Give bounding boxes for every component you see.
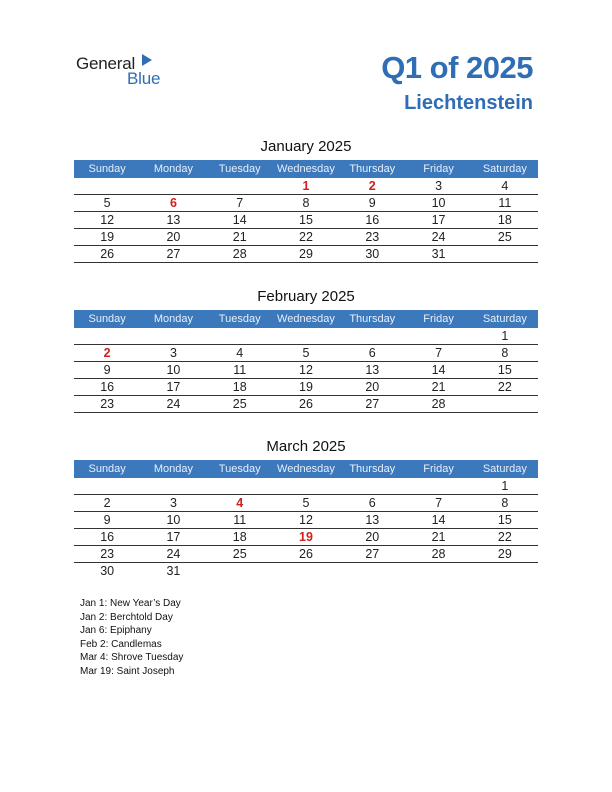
day-cell [207,495,273,512]
day-number: 16 [100,530,115,544]
day-number: 24 [166,397,181,411]
day-number: 31 [431,247,446,261]
day-number: 26 [299,397,313,411]
weekday-header: Monday [140,460,206,478]
day-cell [339,246,405,263]
day-cell [273,178,339,195]
day-cell [74,178,140,195]
day-number: 23 [365,230,380,244]
day-cell [339,212,405,229]
day-number: 12 [100,213,115,227]
day-cell [207,563,273,580]
day-cell [339,512,405,529]
weekday-header: Thursday [339,310,405,328]
day-number: 21 [431,380,446,394]
weekday-header: Monday [140,310,206,328]
day-number: 6 [368,496,376,510]
week-row [74,396,538,413]
day-number: 5 [302,496,310,510]
day-number: 5 [103,196,111,210]
day-cell [74,246,140,263]
day-cell [339,379,405,396]
day-number: 25 [232,547,247,561]
weekday-header: Wednesday [273,460,339,478]
day-number: 28 [431,547,446,561]
day-number: 22 [497,380,512,394]
day-number: 14 [431,513,446,527]
week-row [74,478,538,495]
day-cell [405,246,471,263]
day-cell [405,178,471,195]
logo-general-text: General [76,54,136,73]
day-cell [140,478,206,495]
day-cell [74,512,140,529]
day-number: 3 [435,179,443,193]
day-number: 11 [233,363,247,377]
weekday-header: Sunday [74,160,140,178]
day-cell [74,229,140,246]
day-number: 25 [232,397,247,411]
day-number: 29 [497,547,512,561]
month-january [74,137,538,263]
day-cell [207,512,273,529]
day-number: 5 [302,346,310,360]
week-row [74,178,538,195]
holiday-note: Mar 4: Shrove Tuesday [80,652,184,664]
day-number: 3 [169,496,177,510]
day-cell [207,396,273,413]
day-cell [207,328,273,345]
day-number: 16 [100,380,115,394]
weekday-header: Friday [405,310,471,328]
day-cell [74,345,140,362]
day-cell [472,328,538,345]
day-cell [74,563,140,580]
day-number: 30 [365,247,380,261]
week-row [74,563,538,580]
weekday-header: Tuesday [207,160,273,178]
day-number: 8 [501,496,509,510]
country-name: Liechtenstein [404,92,533,114]
day-number: 22 [299,230,313,244]
holiday-day-number: 6 [169,196,177,210]
day-number: 29 [299,247,313,261]
week-row [74,212,538,229]
day-cell [405,212,471,229]
day-cell [273,563,339,580]
day-cell [273,379,339,396]
day-number: 12 [299,513,313,527]
day-cell [140,563,206,580]
day-cell [207,246,273,263]
day-cell [405,512,471,529]
day-cell [339,345,405,362]
day-cell [207,362,273,379]
day-number: 19 [100,230,115,244]
day-cell [273,212,339,229]
day-cell [339,563,405,580]
day-cell [140,529,206,546]
week-row [74,246,538,263]
day-number: 27 [365,397,380,411]
general-blue-logo [76,52,176,88]
holiday-note: Jan 1: New Year’s Day [80,598,181,609]
day-cell [472,212,538,229]
day-cell [273,246,339,263]
holiday-day-number: 19 [299,530,313,544]
weekday-header: Saturday [472,310,538,328]
day-number: 7 [435,496,443,510]
day-cell [472,345,538,362]
day-cell [273,195,339,212]
day-cell [207,529,273,546]
day-cell [74,362,140,379]
week-row [74,229,538,246]
day-number: 8 [302,196,310,210]
day-cell [74,495,140,512]
day-number: 14 [232,213,247,227]
day-number: 4 [236,346,244,360]
day-number: 14 [431,363,446,377]
day-cell [405,345,471,362]
day-cell [273,478,339,495]
holiday-note: Mar 19: Saint Joseph [80,665,175,677]
day-number: 26 [100,247,115,261]
day-cell [339,178,405,195]
day-number: 13 [166,213,181,227]
day-cell [140,212,206,229]
day-cell [405,229,471,246]
day-cell [472,529,538,546]
week-row [74,495,538,512]
day-number: 16 [365,213,380,227]
day-cell [472,396,538,413]
day-cell [140,178,206,195]
day-number: 8 [501,346,509,360]
month-title: January 2025 [260,138,352,155]
day-cell [339,529,405,546]
day-cell [472,178,538,195]
day-number: 24 [431,230,446,244]
day-number: 17 [166,530,181,544]
calendar-grid [74,160,538,263]
day-number: 15 [497,363,512,377]
day-cell [472,563,538,580]
week-row [74,512,538,529]
day-number: 18 [497,213,512,227]
day-number: 2 [103,496,111,510]
day-cell [207,546,273,563]
weekday-header: Tuesday [207,460,273,478]
day-number: 15 [497,513,512,527]
weekday-header: Wednesday [273,160,339,178]
day-number: 19 [299,380,313,394]
day-number: 15 [299,213,313,227]
logo-blue-text: Blue [127,69,161,88]
day-cell [207,212,273,229]
week-row [74,529,538,546]
day-cell [472,246,538,263]
day-cell [339,495,405,512]
day-number: 24 [166,547,181,561]
day-cell [140,195,206,212]
calendar-grid [74,460,538,579]
day-number: 4 [501,179,509,193]
day-cell [74,379,140,396]
day-cell [405,478,471,495]
day-number: 9 [368,196,376,210]
weekday-header: Sunday [74,460,140,478]
day-cell [207,195,273,212]
day-number: 28 [232,247,247,261]
day-cell [140,396,206,413]
weekday-header: Monday [140,160,206,178]
day-number: 18 [232,530,247,544]
day-number: 20 [365,380,380,394]
day-cell [472,478,538,495]
day-number: 26 [299,547,313,561]
week-row [74,345,538,362]
day-number: 23 [100,547,115,561]
day-cell [273,512,339,529]
day-cell [405,546,471,563]
day-number: 11 [233,513,247,527]
weekday-header: Tuesday [207,310,273,328]
day-number: 22 [497,530,512,544]
day-cell [405,495,471,512]
day-cell [472,379,538,396]
day-cell [472,195,538,212]
day-cell [273,546,339,563]
day-number: 10 [431,196,446,210]
day-number: 18 [232,380,247,394]
week-row [74,328,538,345]
holiday-day-number: 2 [103,346,111,360]
weekday-header: Thursday [339,460,405,478]
weekday-header: Wednesday [273,310,339,328]
day-cell [472,362,538,379]
day-cell [405,328,471,345]
day-number: 3 [169,346,177,360]
day-cell [405,195,471,212]
day-number: 17 [166,380,181,394]
day-number: 10 [166,513,181,527]
day-cell [405,379,471,396]
day-cell [74,396,140,413]
day-cell [74,478,140,495]
day-number: 20 [365,530,380,544]
day-number: 23 [100,397,115,411]
week-row [74,379,538,396]
month-march [74,437,538,579]
weekday-header: Thursday [339,160,405,178]
day-number: 27 [166,247,181,261]
day-cell [207,379,273,396]
day-number: 21 [431,530,446,544]
day-cell [74,195,140,212]
day-number: 6 [368,346,376,360]
day-number: 9 [103,513,111,527]
month-title: March 2025 [266,438,346,455]
day-cell [140,328,206,345]
day-cell [273,396,339,413]
holiday-note: Jan 2: Berchtold Day [80,611,173,623]
day-number: 11 [498,196,512,210]
weekday-header: Friday [405,160,471,178]
day-number: 1 [501,329,509,343]
day-cell [472,512,538,529]
day-number: 31 [166,564,181,578]
day-cell [405,563,471,580]
calendar-grid [74,310,538,413]
weekday-header: Saturday [472,160,538,178]
day-cell [207,229,273,246]
page-title: Q1 of 2025 [381,50,533,85]
day-cell [273,362,339,379]
day-number: 13 [365,363,380,377]
day-cell [140,229,206,246]
day-cell [339,195,405,212]
day-number: 9 [103,363,111,377]
day-number: 20 [166,230,181,244]
week-row [74,546,538,563]
day-cell [74,212,140,229]
day-number: 13 [365,513,380,527]
day-number: 30 [100,564,115,578]
day-cell [74,529,140,546]
holiday-day-number: 1 [302,179,310,193]
day-cell [472,229,538,246]
day-cell [472,546,538,563]
day-cell [74,546,140,563]
holiday-list [80,597,183,679]
weekday-header: Friday [405,460,471,478]
day-number: 28 [431,397,446,411]
day-cell [140,379,206,396]
day-cell [339,229,405,246]
day-number: 17 [431,213,446,227]
day-cell [472,495,538,512]
day-cell [339,546,405,563]
day-cell [140,246,206,263]
day-cell [140,362,206,379]
day-cell [207,178,273,195]
day-cell [339,478,405,495]
weekday-header: Saturday [472,460,538,478]
logo-triangle-icon [142,54,152,66]
day-cell [273,328,339,345]
month-february [74,287,538,413]
day-number: 21 [232,230,247,244]
day-cell [273,495,339,512]
holiday-day-number: 4 [236,496,244,510]
day-number: 27 [365,547,380,561]
day-cell [273,229,339,246]
day-number: 1 [501,479,509,493]
day-number: 25 [497,230,512,244]
day-cell [339,328,405,345]
month-title: February 2025 [257,288,355,305]
week-row [74,362,538,379]
day-cell [74,328,140,345]
day-number: 12 [299,363,313,377]
day-number: 7 [435,346,443,360]
day-cell [140,546,206,563]
day-cell [273,529,339,546]
day-number: 10 [166,363,181,377]
day-cell [405,396,471,413]
day-cell [207,345,273,362]
holiday-note: Jan 6: Epiphany [80,625,152,637]
holiday-day-number: 2 [368,179,376,193]
day-number: 7 [236,196,244,210]
day-cell [140,345,206,362]
day-cell [339,362,405,379]
day-cell [405,362,471,379]
day-cell [140,512,206,529]
day-cell [339,396,405,413]
day-cell [405,529,471,546]
holiday-note: Feb 2: Candlemas [80,638,162,650]
week-row [74,195,538,212]
day-cell [273,345,339,362]
weekday-header: Sunday [74,310,140,328]
day-cell [207,478,273,495]
day-cell [140,495,206,512]
